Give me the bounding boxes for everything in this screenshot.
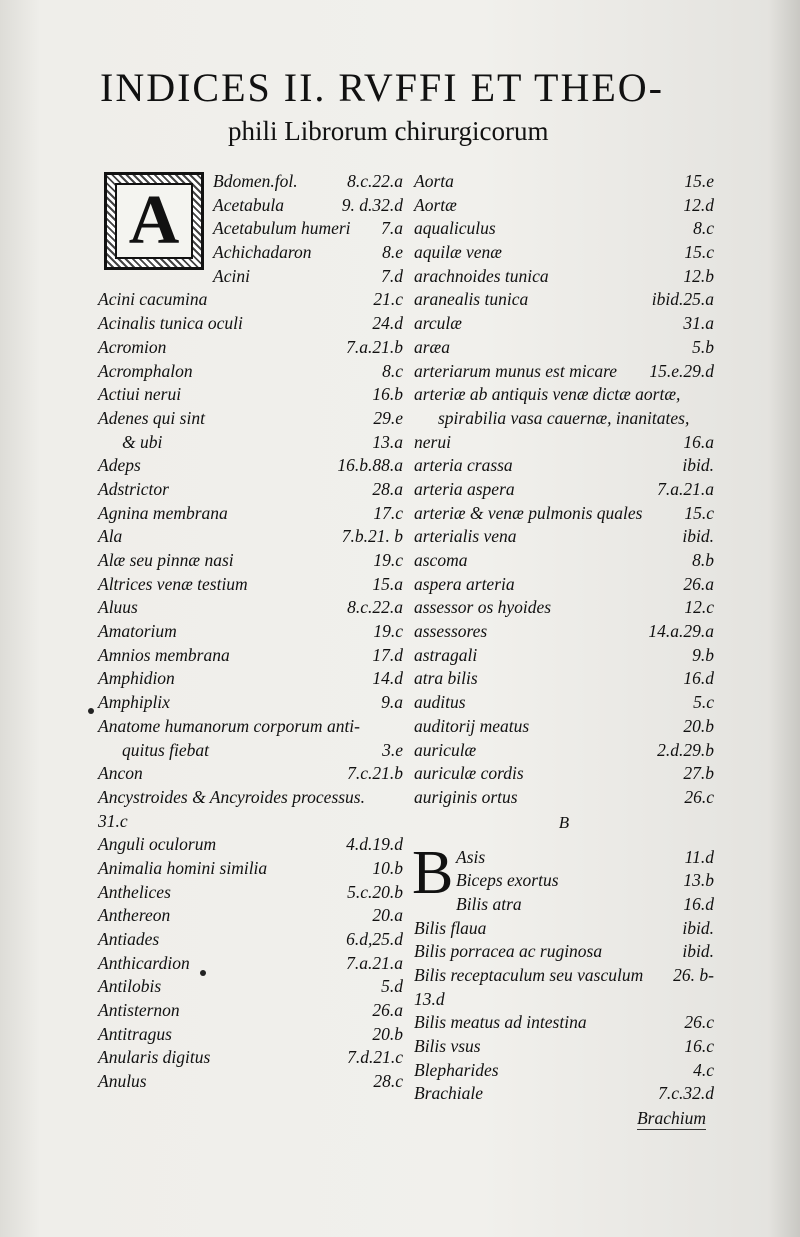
index-entry xyxy=(414,715,714,739)
index-entry xyxy=(414,644,714,668)
index-reference: 13.b xyxy=(683,870,714,891)
index-reference: 6.d,25.d xyxy=(346,929,403,949)
index-reference: 5.b xyxy=(692,336,714,357)
index-reference: 26.c xyxy=(684,1012,714,1033)
decorated-initial-a: A xyxy=(104,172,204,270)
index-reference: 17.d xyxy=(372,644,403,665)
index-term: & ubi xyxy=(122,431,163,452)
index-term: Blepharides xyxy=(414,1059,499,1080)
index-reference: 15.c xyxy=(684,242,714,263)
index-term: auditorij meatus xyxy=(414,715,530,736)
index-entry xyxy=(414,1082,714,1106)
index-term: assessores xyxy=(414,621,488,642)
index-reference: 15.e.29.d xyxy=(649,360,714,381)
index-entry xyxy=(414,312,714,336)
index-reference: 13.a xyxy=(372,431,403,452)
index-term: auriculæ xyxy=(414,739,477,760)
index-entry xyxy=(414,383,714,407)
index-entry xyxy=(98,217,403,241)
index-term: arteria aspera xyxy=(414,478,515,499)
index-term: Bilis receptaculum seu vasculum xyxy=(414,965,644,985)
index-entry xyxy=(98,502,403,526)
index-term: Anulus xyxy=(98,1071,147,1092)
index-term: Acinalis tunica oculi xyxy=(98,313,243,334)
index-term: Bilis vsus xyxy=(414,1036,481,1057)
index-entry xyxy=(98,739,403,763)
index-term: Brachiale xyxy=(414,1083,484,1104)
index-entry xyxy=(414,194,714,218)
index-entry xyxy=(98,1070,403,1094)
index-term: Ala xyxy=(98,526,123,547)
index-entry xyxy=(98,596,403,620)
index-term: arteriæ ab antiquis venæ dictæ aortæ, xyxy=(414,384,681,405)
index-entry xyxy=(98,170,403,194)
index-reference: 7.b.21. b xyxy=(341,526,403,547)
index-term: Acini cacumina xyxy=(98,289,208,310)
index-reference: 26.a xyxy=(683,573,714,594)
index-entry xyxy=(414,360,714,384)
index-entry xyxy=(414,217,714,241)
index-term: Amnios membrana xyxy=(98,644,230,665)
index-term: auditus xyxy=(414,692,466,713)
index-reference: 8.c xyxy=(382,360,403,381)
index-entry xyxy=(414,964,714,988)
index-term: auriculæ cordis xyxy=(414,763,524,784)
index-reference: ibid.25.a xyxy=(651,289,714,310)
index-reference: 12.b xyxy=(683,265,714,286)
index-reference: 26.c xyxy=(684,786,714,807)
index-reference: 8.c.22.a xyxy=(347,597,403,618)
index-term: aspera arteria xyxy=(414,573,515,594)
index-reference: 8.c.22.a xyxy=(347,171,403,191)
index-term: Agnina membrana xyxy=(98,502,228,523)
index-term: Bdomen.fol. xyxy=(213,171,298,191)
index-term: atra bilis xyxy=(414,668,478,689)
index-entry xyxy=(414,691,714,715)
index-reference: 16.d xyxy=(683,893,714,914)
index-entry xyxy=(414,1059,714,1083)
index-reference: 28.a xyxy=(372,478,403,499)
index-term: Altrices venæ testium xyxy=(98,573,248,594)
index-reference: 24.d xyxy=(372,313,403,334)
index-entry xyxy=(414,454,714,478)
index-entry xyxy=(414,288,714,312)
index-term: ascoma xyxy=(414,550,468,570)
index-term: Acetabula xyxy=(213,194,284,215)
index-reference: 9. d.32.d xyxy=(341,194,403,215)
index-term: Aorta xyxy=(414,171,454,191)
index-reference: 7.c.32.d xyxy=(658,1083,714,1104)
index-entry xyxy=(98,288,403,312)
index-term: Anguli oculorum xyxy=(98,834,217,855)
initial-letter-b: B xyxy=(412,838,454,907)
index-entry xyxy=(98,407,403,431)
index-entry xyxy=(414,988,714,1012)
index-reference: 7.a.21.a xyxy=(346,952,403,973)
page-title: INDICES II. RVFFI ET THEO- xyxy=(100,65,664,110)
index-entry xyxy=(414,336,714,360)
index-entry xyxy=(414,620,714,644)
index-entry xyxy=(98,881,403,905)
index-reference: 29.e xyxy=(373,407,403,428)
index-term: arteriæ & venæ pulmonis quales xyxy=(414,502,643,523)
index-reference: 12.d xyxy=(683,194,714,215)
index-column-left xyxy=(98,170,403,1094)
index-term: Bilis meatus ad intestina xyxy=(414,1012,587,1033)
index-reference: ibid. xyxy=(682,917,714,938)
index-reference: 20.a xyxy=(372,905,403,926)
index-entry xyxy=(414,478,714,502)
index-term: Aortæ xyxy=(414,194,457,215)
index-entry xyxy=(98,1023,403,1047)
index-term: nerui xyxy=(414,431,451,452)
page-subtitle: phili Librorum chirurgicorum xyxy=(228,116,549,146)
index-term: Antisternon xyxy=(98,1000,180,1021)
index-reference: 16.b.88.a xyxy=(337,455,403,476)
index-term: Adeps xyxy=(98,455,141,476)
index-entry xyxy=(414,786,714,810)
index-term: Alæ seu pinnæ nasi xyxy=(98,550,234,570)
index-reference: 16.d xyxy=(683,668,714,689)
ink-dot xyxy=(200,970,206,976)
index-term: Achichadaron xyxy=(213,242,312,263)
index-term: aranealis tunica xyxy=(414,289,529,310)
index-entry xyxy=(98,312,403,336)
index-entry xyxy=(98,810,403,834)
index-entry xyxy=(98,904,403,928)
index-entry xyxy=(98,431,403,455)
index-term: arachnoides tunica xyxy=(414,265,549,286)
index-reference: 12.c xyxy=(684,597,714,618)
index-term: Adstrictor xyxy=(98,478,169,499)
index-entry xyxy=(414,170,714,194)
index-term: Amatorium xyxy=(98,621,177,642)
index-term: 13.d xyxy=(414,988,445,1009)
index-entry xyxy=(414,573,714,597)
index-entry xyxy=(414,869,714,893)
index-entry xyxy=(98,691,403,715)
index-term: Anthereon xyxy=(98,905,171,926)
index-reference: ibid. xyxy=(682,455,714,476)
index-entry xyxy=(98,928,403,952)
index-term: Acromion xyxy=(98,336,167,357)
index-reference: 8.b xyxy=(692,550,714,570)
index-entry xyxy=(414,431,714,455)
index-term: Anthicardion xyxy=(98,952,190,973)
index-term: Acini xyxy=(213,265,250,286)
index-entry xyxy=(414,940,714,964)
index-term: aquilæ venæ xyxy=(414,242,502,263)
index-reference: 15.c xyxy=(684,502,714,523)
section-b xyxy=(412,838,714,1107)
index-reference: 7.a.21.b xyxy=(346,336,403,357)
index-entry xyxy=(98,194,403,218)
index-reference: 21.c xyxy=(373,289,403,310)
index-entry xyxy=(98,999,403,1023)
index-term: assessor os hyoides xyxy=(414,597,552,618)
index-term: Ancystroides & Ancyroides processus. xyxy=(98,786,365,807)
index-term: Acetabulum humeri xyxy=(213,218,351,239)
index-entry xyxy=(98,549,403,573)
index-entry xyxy=(98,265,403,289)
index-entry xyxy=(98,786,403,810)
index-reference: 7.c.21.b xyxy=(347,763,403,784)
index-term: Anularis digitus xyxy=(98,1047,211,1068)
index-entry xyxy=(98,241,403,265)
index-entry xyxy=(414,1035,714,1059)
index-entry xyxy=(414,596,714,620)
index-entry xyxy=(414,265,714,289)
index-entry xyxy=(98,715,403,739)
index-reference: 19.c xyxy=(373,550,403,570)
index-entry xyxy=(98,525,403,549)
index-reference: 3.e xyxy=(382,739,403,760)
index-reference: 7.a xyxy=(381,218,403,239)
index-entry xyxy=(98,478,403,502)
index-reference: 26. b- xyxy=(673,965,714,985)
index-reference: 16.c xyxy=(684,1036,714,1057)
index-entry xyxy=(414,525,714,549)
index-entry xyxy=(98,762,403,786)
index-term: Adenes qui sint xyxy=(98,407,205,428)
index-reference: 16.a xyxy=(683,431,714,452)
index-entry xyxy=(414,739,714,763)
index-entry xyxy=(98,952,403,976)
index-term: Anatome humanorum corporum anti- xyxy=(98,715,360,736)
index-column-right xyxy=(414,170,714,1106)
index-reference: 9.b xyxy=(692,644,714,665)
index-reference: 8.e xyxy=(382,242,403,263)
index-term: Bilis atra xyxy=(456,893,522,914)
index-entry xyxy=(414,549,714,573)
index-term: Antitragus xyxy=(98,1023,172,1044)
index-reference: 15.a xyxy=(372,573,403,594)
index-entry xyxy=(414,893,714,917)
index-reference: 7.a.21.a xyxy=(657,478,714,499)
index-term: spirabilia vasa cauernæ, inanitates, xyxy=(438,407,690,428)
index-term: 31.c xyxy=(98,810,128,831)
index-term: Amphidion xyxy=(98,668,175,689)
index-entry xyxy=(414,667,714,691)
index-reference: 4.d.19.d xyxy=(346,834,403,855)
index-reference: 11.d xyxy=(684,846,714,867)
index-entry xyxy=(98,667,403,691)
index-entry xyxy=(98,833,403,857)
index-term: aræa xyxy=(414,336,450,357)
index-entry xyxy=(98,454,403,478)
index-reference: ibid. xyxy=(682,941,714,962)
index-term: arteriarum munus est micare xyxy=(414,360,618,381)
index-entry xyxy=(98,360,403,384)
index-reference: 20.b xyxy=(683,715,714,736)
index-term: arteria crassa xyxy=(414,455,513,476)
ink-dot xyxy=(88,708,94,714)
index-entry xyxy=(414,846,714,870)
index-entry xyxy=(98,620,403,644)
index-term: Acromphalon xyxy=(98,360,193,381)
index-reference: 16.b xyxy=(372,384,403,405)
index-reference: 17.c xyxy=(373,502,403,523)
index-term: Antilobis xyxy=(98,976,162,997)
index-term: arterialis vena xyxy=(414,526,517,547)
index-reference: 5.c.20.b xyxy=(347,881,403,902)
index-entry xyxy=(414,241,714,265)
index-term: Actiui nerui xyxy=(98,384,182,405)
index-entry xyxy=(98,975,403,999)
index-entry xyxy=(414,407,714,431)
index-term: Antiades xyxy=(98,929,160,949)
index-entry xyxy=(98,644,403,668)
index-entry xyxy=(98,383,403,407)
index-entry xyxy=(414,1011,714,1035)
index-reference: 7.d.21.c xyxy=(347,1047,403,1068)
index-reference: 8.c xyxy=(693,218,714,239)
index-term: Asis xyxy=(456,846,486,867)
index-reference: 26.a xyxy=(372,1000,403,1021)
index-term: Ancon xyxy=(98,763,143,784)
index-entry xyxy=(98,573,403,597)
index-reference: 19.c xyxy=(373,621,403,642)
index-term: astragali xyxy=(414,644,478,665)
index-term: Amphiplix xyxy=(98,692,170,713)
index-term: auriginis ortus xyxy=(414,786,518,807)
index-term: Biceps exortus xyxy=(456,870,559,891)
index-reference: ibid. xyxy=(682,526,714,547)
index-entry xyxy=(98,857,403,881)
index-reference: 9.a xyxy=(381,692,403,713)
index-term: quitus fiebat xyxy=(122,739,210,760)
index-reference: 20.b xyxy=(372,1023,403,1044)
index-reference: 15.e xyxy=(684,171,714,191)
index-reference: 7.d xyxy=(381,265,403,286)
index-reference: 4.c xyxy=(693,1059,714,1080)
index-entry xyxy=(414,917,714,941)
index-reference: 5.c xyxy=(693,692,714,713)
index-term: Bilis flaua xyxy=(414,917,487,938)
index-reference: 2.d.29.b xyxy=(657,739,714,760)
index-entry xyxy=(414,502,714,526)
index-reference: 5.d xyxy=(381,976,403,997)
index-reference: 31.a xyxy=(683,313,714,334)
index-term: Animalia homini similia xyxy=(98,857,268,878)
index-term: Bilis porracea ac ruginosa xyxy=(414,941,603,962)
index-reference: 14.a.29.a xyxy=(648,621,714,642)
index-term: Aluus xyxy=(98,597,138,618)
catchword: Brachium xyxy=(636,1108,706,1128)
index-reference: 10.b xyxy=(372,857,403,878)
index-entry xyxy=(414,762,714,786)
index-term: Anthelices xyxy=(98,881,171,902)
index-entry xyxy=(98,1046,403,1070)
index-term: aqualiculus xyxy=(414,218,496,239)
section-heading-b: B xyxy=(558,812,570,832)
index-term: arculæ xyxy=(414,313,462,334)
index-reference: 14.d xyxy=(372,668,403,689)
index-entry xyxy=(98,336,403,360)
index-reference: 28.c xyxy=(373,1071,403,1092)
index-reference: 27.b xyxy=(683,763,714,784)
